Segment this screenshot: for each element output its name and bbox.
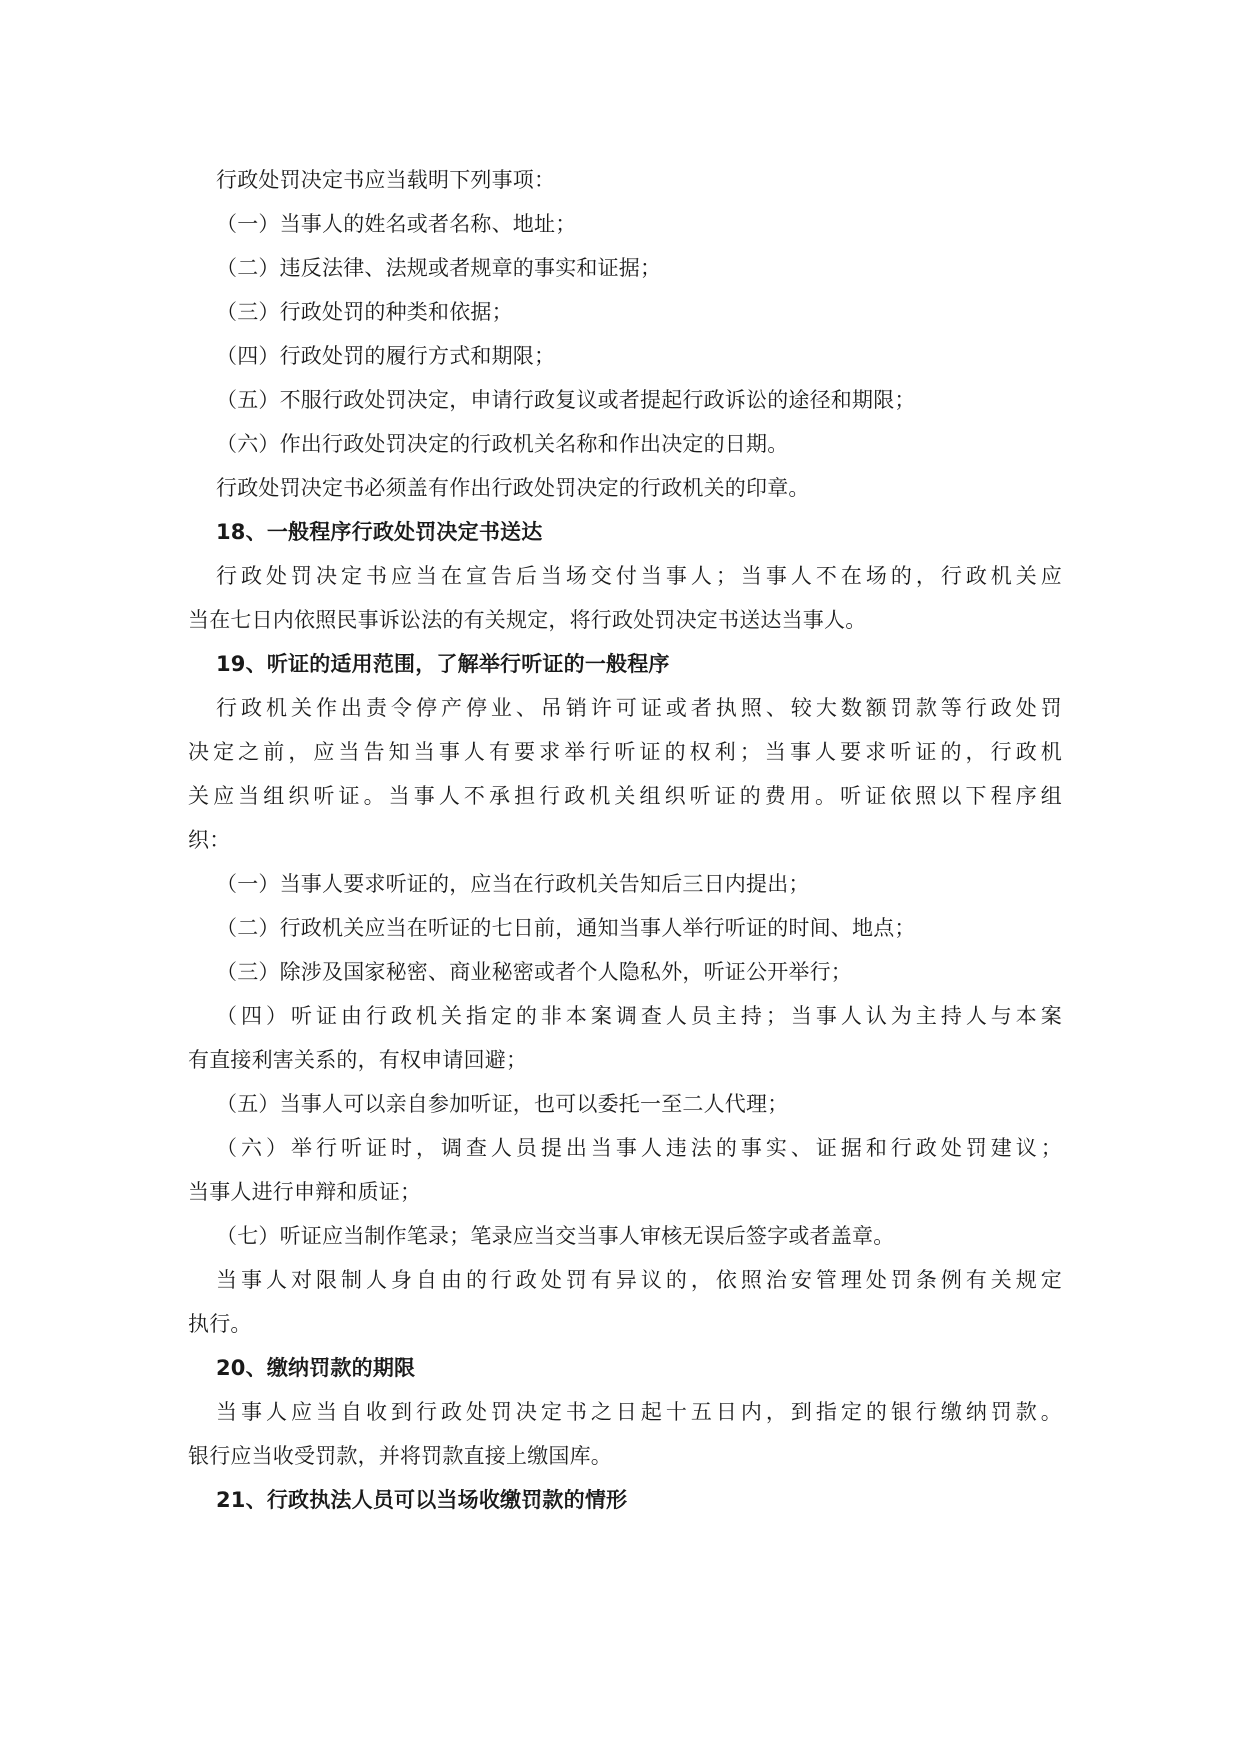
list-item-continuation: 当事人进行申辩和质证； [188, 1180, 422, 1204]
list-item: （三）除涉及国家秘密、商业秘密或者个人隐私外，听证公开举行； [216, 960, 852, 984]
list-item: （四）行政处罚的履行方式和期限； [216, 344, 556, 368]
paragraph-line: 行政机关作出责令停产停业、吊销许可证或者执照、较大数额罚款等行政处罚 [216, 696, 1062, 720]
list-item: （六）作出行政处罚决定的行政机关名称和作出决定的日期。 [216, 432, 789, 456]
section-heading: 21、行政执法人员可以当场收缴罚款的情形 [216, 1488, 628, 1512]
paragraph-line: 当事人对限制人身自由的行政处罚有异议的，依照治安管理处罚条例有关规定 [216, 1268, 1062, 1292]
list-item: （二）违反法律、法规或者规章的事实和证据； [216, 256, 662, 280]
paragraph-line: 关应当组织听证。当事人不承担行政机关组织听证的费用。听证依照以下程序组 [188, 784, 1062, 808]
list-item: （一）当事人的姓名或者名称、地址； [216, 212, 577, 236]
list-item: （二）行政机关应当在听证的七日前，通知当事人举行听证的时间、地点； [216, 916, 916, 940]
list-item: （三）行政处罚的种类和依据； [216, 300, 513, 324]
paragraph-line: 当事人应当自收到行政处罚决定书之日起十五日内，到指定的银行缴纳罚款。 [216, 1400, 1062, 1424]
paragraph-line: 决定之前，应当告知当事人有要求举行听证的权利；当事人要求听证的，行政机 [188, 740, 1062, 764]
paragraph-line: 当在七日内依照民事诉讼法的有关规定，将行政处罚决定书送达当事人。 [188, 608, 867, 632]
paragraph-line: 银行应当收受罚款，并将罚款直接上缴国库。 [188, 1444, 612, 1468]
document-page [188, 158, 1062, 1522]
section-heading: 20、缴纳罚款的期限 [216, 1356, 416, 1380]
list-item: （四）听证由行政机关指定的非本案调查人员主持；当事人认为主持人与本案 [216, 1004, 1062, 1028]
list-item: （七）听证应当制作笔录；笔录应当交当事人审核无误后签字或者盖章。 [216, 1224, 895, 1248]
paragraph-line: 执行。 [188, 1312, 252, 1336]
paragraph-line: 行政处罚决定书应当在宣告后当场交付当事人；当事人不在场的，行政机关应 [216, 564, 1062, 588]
list-item: （一）当事人要求听证的，应当在行政机关告知后三日内提出； [216, 872, 810, 896]
list-item: （五）当事人可以亲自参加听证，也可以委托一至二人代理； [216, 1092, 789, 1116]
paragraph-line: 织： [188, 828, 231, 852]
list-item-continuation: 有直接利害关系的，有权申请回避； [188, 1048, 528, 1072]
section-heading: 19、听证的适用范围，了解举行听证的一般程序 [216, 652, 670, 676]
paragraph-line: 行政处罚决定书应当载明下列事项： [216, 168, 556, 192]
section-heading: 18、一般程序行政处罚决定书送达 [216, 520, 543, 544]
list-item: （五）不服行政处罚决定，申请行政复议或者提起行政诉讼的途径和期限； [216, 388, 916, 412]
list-item: （六）举行听证时，调查人员提出当事人违法的事实、证据和行政处罚建议； [216, 1136, 1062, 1160]
paragraph-line: 行政处罚决定书必须盖有作出行政处罚决定的行政机关的印章。 [216, 476, 810, 500]
